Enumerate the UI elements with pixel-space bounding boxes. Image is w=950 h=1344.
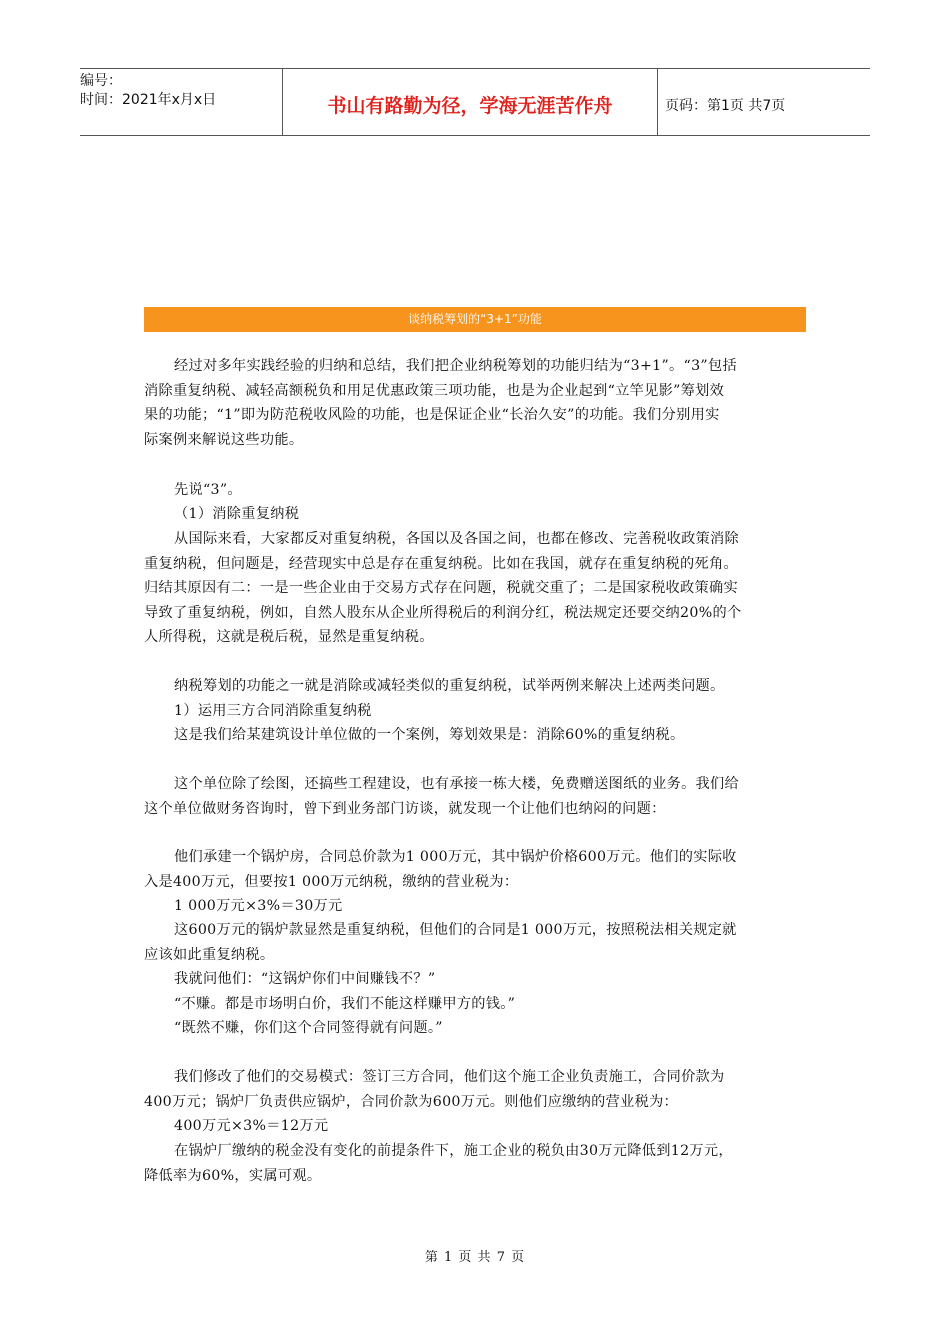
text-line: 归结其原因有二：一是一些企业由于交易方式存在问题，税就交重了；二是国家税收政策确实 [144,580,738,596]
text-line: 消除重复纳税、减轻高额税负和用足优惠政策三项功能，也是为企业起到“立竿见影”筹划效 [144,382,725,399]
paragraph-case [144,723,806,748]
header-left-cell [80,69,282,138]
text-line: 400万元×3%＝12万元 [174,1118,329,1134]
page-footer: 第 1 页 共 7 页 [424,1250,526,1265]
header-motto-cell [282,69,658,135]
text-line: 人所得税，这就是税后税，显然是重复纳税。 [144,629,434,645]
text-line: 应该如此重复纳税。 [144,946,275,963]
paragraph-tripartite [144,1065,806,1114]
header-page-cell [665,69,870,135]
dialogue-line [144,967,806,992]
text-line: “既然不赚，你们这个合同签得就有问题。” [174,1020,443,1036]
date-label: 时间：2021年x月x日 [80,92,217,108]
page-info: 页码：第1页 共7页 [665,98,786,114]
text-line: 入是400万元，但要按1 000万元纳税，缴纳的营业税为： [144,873,519,890]
text-line: 这600万元的锅炉款显然是重复纳税，但他们的合同是1 000万元，按照税法相关规定就 [174,922,737,938]
text-line: 这个单位除了绘图，还搞些工程建设，也有承接一栋大楼，免费赠送图纸的业务。我们给 [174,776,740,792]
text-line: 我们修改了他们的交易模式：签订三方合同，他们这个施工企业负责施工，合同价款为 [174,1069,725,1085]
text-line: 这是我们给某建筑设计单位做的一个案例，筹划效果是：消除60%的重复纳税。 [174,727,685,743]
text-line: 1）运用三方合同消除重复纳税 [174,703,372,719]
text-line: 重复纳税，但问题是，经营现实中总是存在重复纳税。比如在我国，就存在重复纳税的死角。 [144,555,738,572]
paragraph-international [144,527,806,650]
text-line: 降低率为60%，实属可观。 [144,1167,322,1184]
page-header [80,68,870,136]
section-heading [144,502,806,527]
text-line: 际案例来解说这些功能。 [144,431,304,448]
paragraph-unit [144,772,806,821]
text-line: 导致了重复纳税，例如，自然人股东从企业所得税后的利润分红，税法规定还要交纳20%的个 [144,604,742,621]
paragraph-first-three [144,478,806,503]
paragraph-function [144,674,806,699]
dialogue-line [144,1016,806,1041]
formula-line [144,1114,806,1139]
text-line: （1）消除重复纳税 [174,506,300,522]
dialogue-line [144,992,806,1017]
paragraph-intro [144,354,806,452]
text-line: “不赚。都是市场明白价，我们不能这样赚甲方的钱。” [174,996,516,1012]
text-line: 从国际来看，大家都反对重复纳税，各国以及各国之间，也都在修改、完善税收政策消除 [174,531,740,547]
text-line: 这个单位做财务咨询时，曾下到业务部门访谈，就发现一个让他们也纳闷的问题： [144,800,666,817]
text-line: 他们承建一个锅炉房，合同总价款为1 000万元，其中锅炉价格600万元。他们的实际收 [174,849,737,865]
subsection-heading [144,699,806,724]
text-line: 1 000万元×3%＝30万元 [174,898,343,914]
paragraph-conclusion [144,1139,806,1188]
text-line: 经过对多年实践经验的归纳和总结，我们把企业纳税筹划的功能归结为“3+1”。“3”包括 [174,358,737,374]
text-line: 先说“3”。 [174,482,242,498]
article-title: 谈纳税筹划的“3+1”功能 [144,307,806,332]
text-line: 400万元；锅炉厂负责供应锅炉，合同价款为600万元。则他们应缴纳的营业税为： [144,1093,679,1110]
number-label: 编号： [80,73,122,89]
header-motto: 书山有路勤为径，学海无涯苦作舟 [327,95,613,117]
text-line: 在锅炉厂缴纳的税金没有变化的前提条件下，施工企业的税负由30万元降低到12万元， [174,1143,733,1159]
text-line: 我就问他们：“这锅炉你们中间赚钱不？” [174,971,436,987]
text-line: 纳税筹划的功能之一就是消除或减轻类似的重复纳税，试举两例来解决上述两类问题。 [174,678,725,694]
text-line: 果的功能；“1”即为防范税收风险的功能，也是保证企业“长治久安”的功能。我们分别用实 [144,407,720,423]
paragraph-boiler [144,845,806,894]
paragraph-duplicate [144,918,806,967]
formula-line [144,894,806,919]
